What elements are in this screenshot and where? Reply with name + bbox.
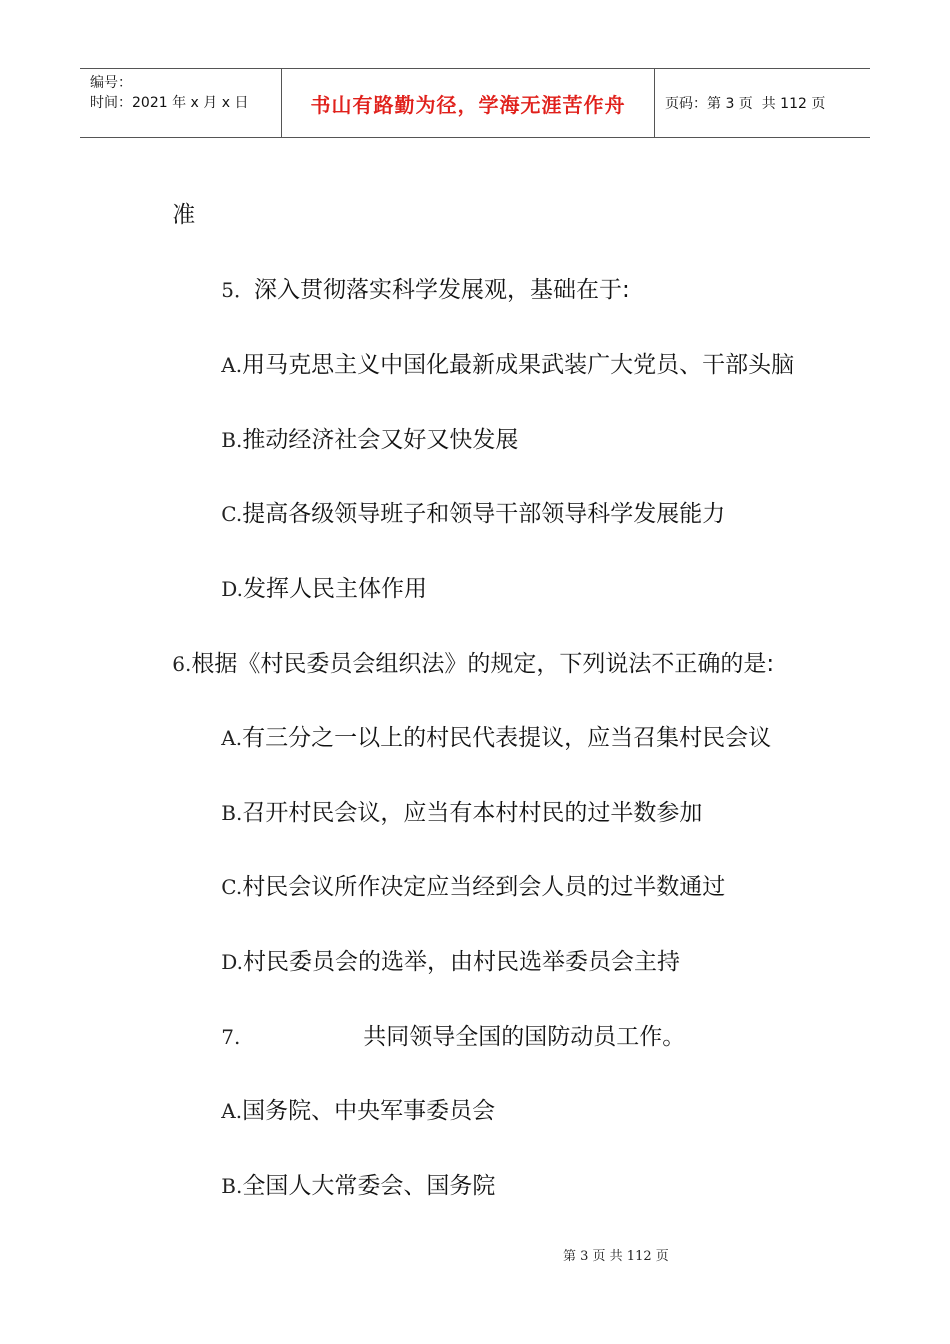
- header-meta-cell: [80, 69, 282, 137]
- time-label: 时间：2021 年 x 月 x 日: [90, 95, 249, 111]
- option-label: C.: [221, 502, 243, 526]
- q7-option-b: [192, 1141, 495, 1231]
- option-label: B.: [221, 428, 243, 452]
- continuation-text: [143, 170, 195, 260]
- option-label: B.: [221, 801, 243, 825]
- option-text: 召开村民会议，应当有本村村民的过半数参加: [242, 800, 703, 826]
- option-text: 发挥人民主体作用: [242, 576, 427, 602]
- option-text: 全国人大常委会、国务院: [242, 1173, 496, 1199]
- option-text: 推动经济社会又好又快发展: [242, 427, 519, 453]
- footer-page-number: 第 3 页 共 112 页: [563, 1249, 669, 1264]
- option-label: A.: [221, 1099, 243, 1123]
- question-text: 根据《村民委员会组织法》的规定，下列说法不正确的是:: [191, 651, 775, 677]
- question-text: 深入贯彻落实科学发展观，基础在于:: [253, 277, 630, 303]
- option-label: A.: [221, 353, 243, 377]
- motto-text: 书山有路勤为径，学海无涯苦作舟: [310, 92, 626, 117]
- option-text: 村民委员会的选举，由村民选举委员会主持: [242, 949, 680, 975]
- option-text: 用马克思主义中国化最新成果武装广大党员、干部头脑: [242, 352, 795, 378]
- continuation-word: 准: [172, 202, 196, 228]
- option-text: 国务院、中央军事委员会: [242, 1098, 496, 1124]
- option-label: A.: [221, 726, 243, 750]
- option-text: 有三分之一以上的村民代表提议，应当召集村民会议: [242, 725, 772, 751]
- page-info: 页码：第 3 页 共 112 页: [665, 96, 826, 112]
- option-label: C.: [221, 875, 243, 899]
- header-motto-cell: [282, 69, 655, 137]
- page-header: [80, 68, 870, 138]
- option-label: D.: [221, 950, 243, 974]
- option-label: D.: [221, 577, 243, 601]
- option-label: B.: [221, 1174, 243, 1198]
- question-text: 共同领导全国的国防动员工作。: [363, 1024, 686, 1050]
- option-text: 村民会议所作决定应当经到会人员的过半数通过: [242, 874, 726, 900]
- question-number: 7.: [221, 1025, 241, 1049]
- question-number: 5．: [221, 278, 254, 302]
- option-text: 提高各级领导班子和领导干部领导科学发展能力: [242, 501, 726, 527]
- number-label: 编号：: [90, 75, 132, 91]
- question-number: 6.: [172, 652, 192, 676]
- header-page-cell: [655, 69, 870, 137]
